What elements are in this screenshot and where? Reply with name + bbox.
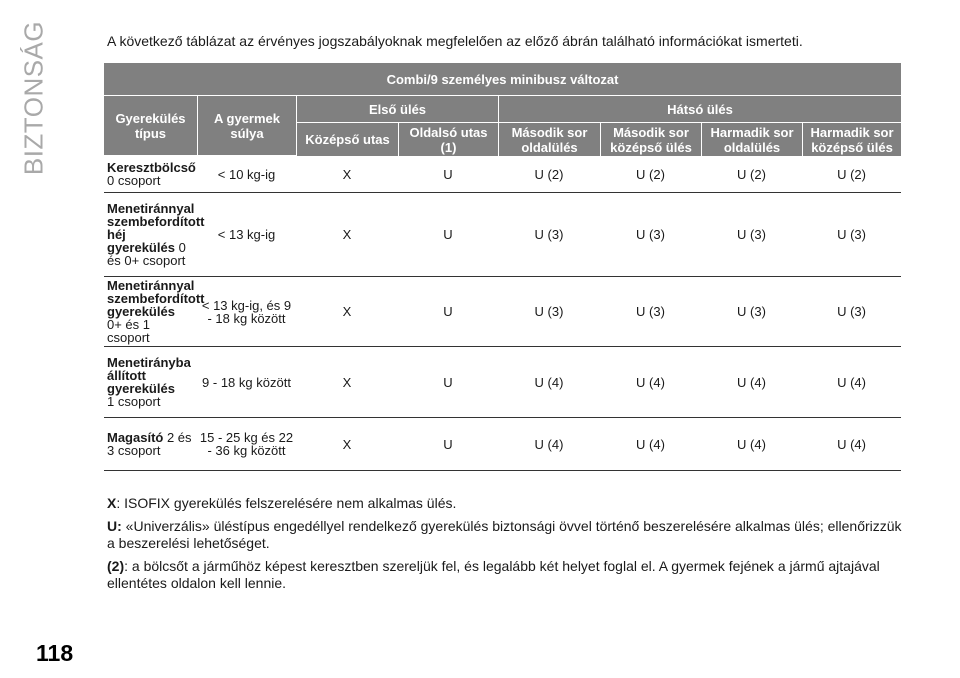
value-cell: U: [398, 156, 498, 193]
value-cell: U (4): [600, 418, 701, 471]
intro-paragraph: A következő táblázat az érvényes jogszabályoknak megfelelően az előző ábrán található információkat ismerteti.: [107, 33, 803, 49]
value-cell: U (4): [498, 347, 600, 418]
seat-type-group: 0+ és 1 csoport: [107, 317, 151, 345]
value-cell: X: [296, 277, 398, 347]
weight-cell: 15 - 25 kg és 22 - 36 kg között: [197, 418, 296, 471]
value-cell: X: [296, 156, 398, 193]
weight-cell: < 13 kg-ig, és 9 - 18 kg között: [197, 277, 296, 347]
value-cell: U (4): [701, 347, 802, 418]
seat-type-cell: [104, 277, 205, 347]
value-cell: U: [398, 277, 498, 347]
value-cell: U (2): [701, 156, 802, 193]
header-seat: Középső utas: [296, 123, 398, 156]
weight-cell: < 13 kg-ig: [197, 193, 296, 277]
value-cell: U: [398, 193, 498, 277]
table-row: [104, 156, 901, 193]
section-title-vertical: [4, 20, 64, 175]
seat-type-cell: [104, 347, 197, 418]
page-number: 118: [36, 640, 74, 666]
value-cell: U (2): [498, 156, 600, 193]
value-cell: X: [296, 193, 398, 277]
value-cell: U (3): [498, 277, 600, 347]
value-cell: X: [296, 347, 398, 418]
seat-type-group: 0 és 0+ csoport: [107, 240, 186, 268]
note-u: [107, 518, 907, 552]
value-cell: U (3): [701, 193, 802, 277]
header-seat: Második sor oldalülés: [498, 123, 600, 156]
value-cell: U (3): [600, 277, 701, 347]
note-text: «Univerzális» üléstípus engedéllyel rendelkező gyerekülés biztonsági övvel történő beszerelésére alkalmas ülés; ellenőrizzük a beszerelési lehetőséget.: [107, 518, 902, 551]
header-seat: Harmadik sor középső ülés: [802, 123, 901, 156]
table-row: [104, 347, 901, 418]
section-title-text: BIZTONSÁG: [18, 20, 49, 175]
seat-type-name: Magasító: [107, 430, 164, 445]
header-child-weight: A gyermek súlya: [197, 96, 296, 156]
table-row: [104, 193, 901, 277]
seat-type-name: Menetirányba állított gyerekülés: [107, 355, 191, 396]
value-cell: U (3): [701, 277, 802, 347]
notes-section: [107, 495, 907, 598]
value-cell: U (3): [802, 277, 901, 347]
value-cell: U (4): [802, 347, 901, 418]
value-cell: U (2): [802, 156, 901, 193]
note-key: U:: [107, 518, 122, 534]
value-cell: X: [296, 418, 398, 471]
value-cell: U (3): [600, 193, 701, 277]
weight-cell: < 10 kg-ig: [197, 156, 296, 193]
table-row: [104, 277, 901, 347]
seat-type-cell: [104, 418, 197, 471]
seat-type-group: 0 csoport: [107, 173, 161, 188]
value-cell: U: [398, 418, 498, 471]
header-seat: Harmadik sor oldalülés: [701, 123, 802, 156]
header-child-seat-type: Gyerekülés típus: [104, 96, 197, 156]
seat-type-cell: [104, 193, 205, 277]
child-seat-table: [104, 63, 901, 471]
note-key: (2): [107, 558, 125, 574]
seat-type-group: 2 és 3 csoport: [107, 430, 192, 458]
header-front-seat: Első ülés: [296, 96, 498, 123]
value-cell: U (4): [498, 418, 600, 471]
note-2: [107, 558, 907, 592]
value-cell: U: [398, 347, 498, 418]
seat-type-name: Keresztbölcső: [107, 160, 196, 175]
header-rear-seat: Hátsó ülés: [498, 96, 901, 123]
table-row: [104, 418, 901, 471]
note-key: X: [107, 495, 117, 511]
note-x: [107, 495, 907, 512]
header-seat: Második sor középső ülés: [600, 123, 701, 156]
value-cell: U (3): [802, 193, 901, 277]
weight-cell: 9 - 18 kg között: [197, 347, 296, 418]
table-title: Combi/9 személyes minibusz változat: [104, 63, 901, 96]
note-text: : a bölcsőt a járműhöz képest keresztben szereljük fel, és legalább két helyet foglal el. A gyermek fejének a jármű ajtajával ellentétes oldalon kell lennie.: [107, 558, 880, 591]
value-cell: U (3): [498, 193, 600, 277]
value-cell: U (4): [802, 418, 901, 471]
value-cell: U (4): [701, 418, 802, 471]
seat-type-group: 1 csoport: [107, 394, 161, 409]
header-seat: Oldalsó utas (1): [398, 123, 498, 156]
note-text: : ISOFIX gyerekülés felszerelésére nem alkalmas ülés.: [116, 495, 457, 511]
value-cell: U (4): [600, 347, 701, 418]
seat-type-name: Menetiránnyal szembefordított gyerekülés: [107, 278, 205, 319]
value-cell: U (2): [600, 156, 701, 193]
seat-type-name: Menetiránnyal szembefordított héj gyerekülés: [107, 201, 205, 255]
seat-type-cell: [104, 156, 197, 193]
